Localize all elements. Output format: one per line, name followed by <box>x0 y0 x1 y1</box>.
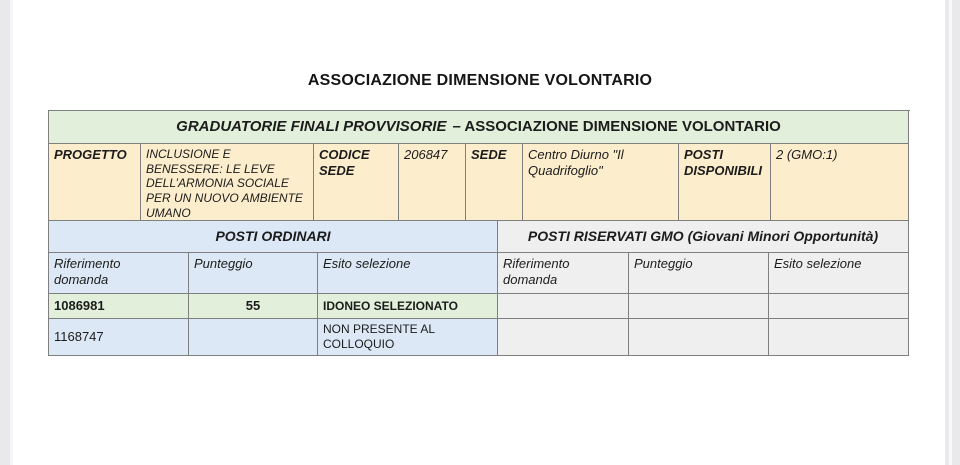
ordinari-col-riferimento <box>49 253 189 294</box>
codice-sede-label-cell: CODICE SEDE <box>314 144 399 221</box>
document-title: ASSOCIAZIONE DIMENSIONE VOLONTARIO <box>307 72 653 89</box>
ordinari-row2-esito-text: NON PRESENTE AL COLLOQUIO <box>323 322 435 351</box>
gmo-col-punteggio: Punteggio <box>629 253 769 294</box>
gmo-row1-esito <box>769 294 909 319</box>
ordinari-col-esito: Esito selezione <box>318 253 498 294</box>
column-header-row <box>49 253 910 294</box>
project-info-row <box>49 144 910 221</box>
posti-ordinari-header: POSTI ORDINARI <box>49 221 498 253</box>
progetto-value-cell: INCLUSIONE E BENESSERE: LE LEVE DELL’ARMONIA SOCIALE PER UN NUOVO AMBIENTE UMANO <box>141 144 314 221</box>
table-row <box>49 294 910 319</box>
ordinari-row1-punteggio: 55 <box>189 294 318 319</box>
ordinari-row2-esito <box>318 319 498 356</box>
section-header-row <box>49 221 910 253</box>
gmo-col-riferimento-label: Riferimento domanda <box>503 256 570 287</box>
gmo-col-riferimento <box>498 253 629 294</box>
left-page-edge <box>0 0 10 465</box>
posti-disponibili-label-cell: POSTI DISPONIBILI <box>679 144 771 221</box>
table-title-italic: GRADUATORIE FINALI PROVVISORIE <box>176 117 447 135</box>
ordinari-row2-punteggio <box>189 319 318 356</box>
table-title-cell <box>49 111 909 144</box>
right-page-edge-highlight <box>949 0 952 465</box>
ordinari-row1-esito: IDONEO SELEZIONATO <box>318 294 498 319</box>
table-title-row <box>49 111 910 144</box>
right-page-edge <box>945 0 960 465</box>
graduatorie-table <box>48 110 910 356</box>
gmo-row2-punteggio <box>629 319 769 356</box>
codice-sede-value-cell: 206847 <box>399 144 466 221</box>
ordinari-col-punteggio: Punteggio <box>189 253 318 294</box>
table-title-rest: – ASSOCIAZIONE DIMENSIONE VOLONTARIO <box>452 117 781 135</box>
gmo-row1-riferimento <box>498 294 629 319</box>
ordinari-row2-riferimento: 1168747 <box>49 319 189 356</box>
ordinari-row1-riferimento: 1086981 <box>49 294 189 319</box>
gmo-col-esito: Esito selezione <box>769 253 909 294</box>
ordinari-col-riferimento-label: Riferimento domanda <box>54 256 121 287</box>
posti-disponibili-value-cell: 2 (GMO:1) <box>771 144 909 221</box>
sede-label-cell: SEDE <box>466 144 523 221</box>
posti-riservati-gmo-header: POSTI RISERVATI GMO (Giovani Minori Opportunità) <box>498 221 909 253</box>
table-row <box>49 319 910 356</box>
sede-value-cell: Centro Diurno "Il Quadrifoglio" <box>523 144 679 221</box>
left-page-edge-highlight <box>10 0 13 465</box>
gmo-row1-punteggio <box>629 294 769 319</box>
progetto-label-cell: PROGETTO <box>49 144 141 221</box>
gmo-row2-esito <box>769 319 909 356</box>
gmo-row2-riferimento <box>498 319 629 356</box>
